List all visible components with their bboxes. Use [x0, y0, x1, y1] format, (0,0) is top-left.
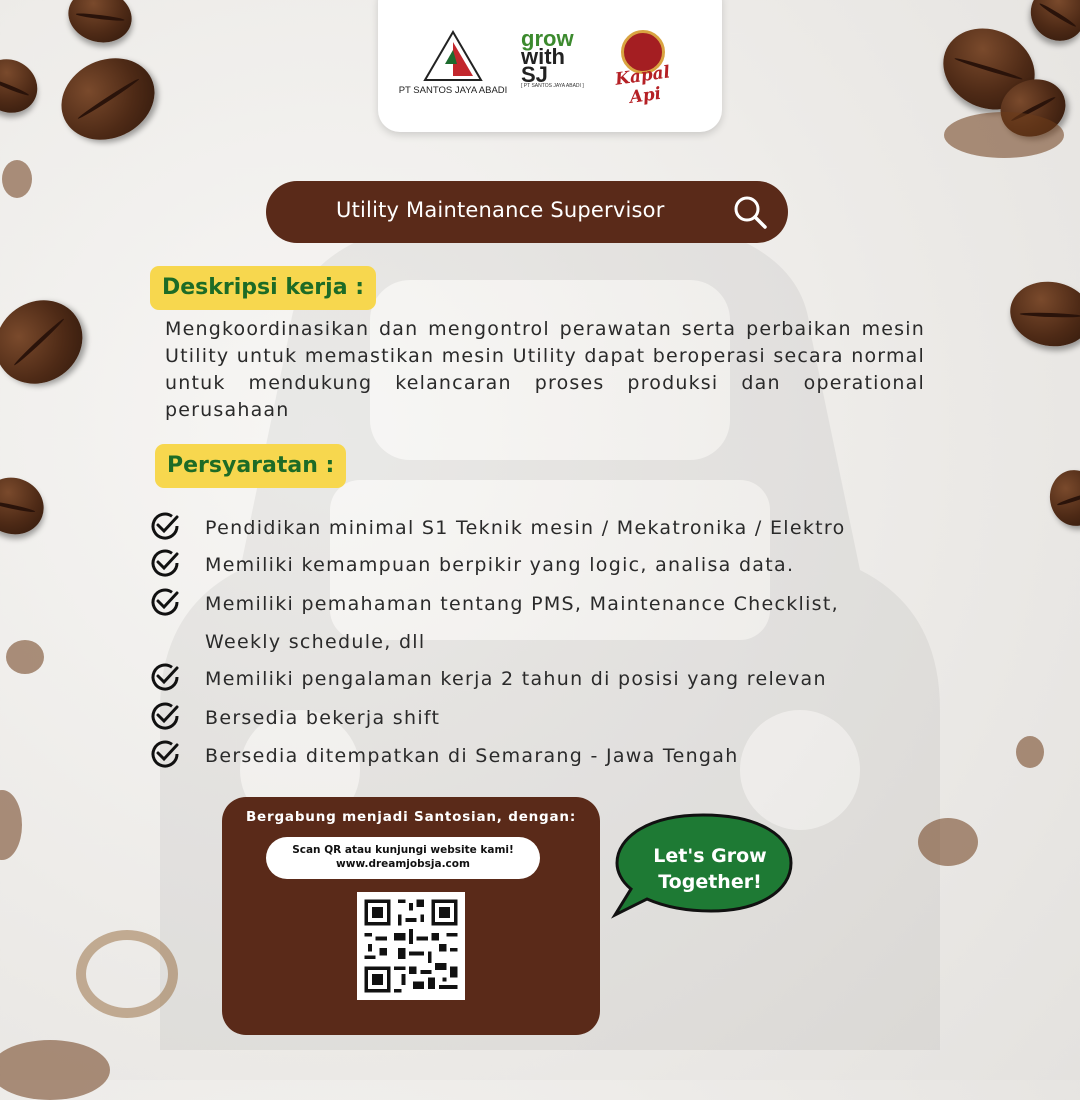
coffee-stain-decor	[2, 160, 32, 198]
job-title-banner	[266, 181, 788, 243]
coffee-bean-decor	[48, 43, 168, 154]
coffee-bean-decor	[1046, 466, 1080, 530]
coffee-stain-decor	[918, 818, 978, 866]
job-title: Utility Maintenance Supervisor	[336, 198, 665, 222]
coffee-ring-decor	[76, 930, 178, 1018]
join-card	[222, 797, 600, 1035]
grow-logo-sub: [ PT SANTOS JAYA ABADI ]	[521, 83, 584, 90]
requirement-text: Weekly schedule, dll	[205, 631, 426, 653]
logo-header	[378, 0, 722, 132]
grow-logo-line: with	[521, 44, 565, 70]
check-circle-icon	[148, 585, 182, 619]
bubble-line: Let's Grow	[653, 845, 767, 867]
coffee-stain-decor	[0, 1040, 110, 1100]
requirement-text: Memiliki pengalaman kerja 2 tahun di posisi yang relevan	[205, 668, 827, 690]
requirement-text: Pendidikan minimal S1 Teknik mesin / Mekatronika / Elektro	[205, 517, 846, 539]
grow-logo-line: grow	[521, 26, 574, 51]
coffee-stain-decor	[6, 640, 44, 674]
check-circle-icon	[148, 699, 182, 733]
description-label: Deskripsi kerja :	[150, 266, 376, 310]
search-icon	[732, 194, 768, 230]
company-logo	[398, 30, 508, 96]
check-circle-icon	[148, 546, 182, 580]
grow-logo-line: SJ	[521, 62, 548, 88]
grow-with-sj-logo	[521, 26, 593, 102]
coffee-stain-decor	[0, 790, 22, 860]
requirement-text: Memiliki pemahaman tentang PMS, Maintenance Checklist,	[205, 593, 839, 615]
coffee-bean-decor	[0, 469, 52, 543]
qr-code[interactable]	[357, 892, 465, 1000]
coffee-bean-decor	[0, 49, 47, 123]
cta-text: Scan QR atau kunjungi website kami!	[292, 844, 514, 856]
website-url: www.dreamjobsja.com	[336, 858, 470, 870]
join-heading: Bergabung menjadi Santosian, dengan:	[245, 809, 577, 825]
kapal-api-logo	[601, 30, 687, 109]
triangle-logo-icon	[423, 30, 483, 82]
bubble-line: Together!	[658, 871, 762, 893]
requirement-text: Bersedia bekerja shift	[205, 707, 441, 729]
coffee-bean-decor	[1020, 0, 1080, 52]
website-link[interactable]	[266, 837, 540, 879]
check-circle-icon	[148, 737, 182, 771]
company-logo-text: PT SANTOS JAYA ABADI	[398, 85, 508, 96]
coffee-bean-decor	[1005, 275, 1080, 352]
check-circle-icon	[148, 660, 182, 694]
coffee-stain-decor	[1016, 736, 1044, 768]
requirement-text: Bersedia ditempatkan di Semarang - Jawa Tengah	[205, 745, 739, 767]
requirements-label: Persyaratan :	[155, 444, 346, 488]
kapal-api-wordmark: Kapal Api	[613, 62, 672, 109]
coffee-stain-decor	[944, 112, 1064, 158]
coffee-bean-decor	[0, 283, 99, 400]
bubble-text	[632, 843, 788, 895]
coffee-bean-decor	[62, 0, 137, 49]
job-description: Mengkoordinasikan dan mengontrol perawatan serta perbaikan mesin Utility untuk memastikan mesin Utility dapat beroperasi secara normal untuk mendukung kelancaran proses produksi dan operational perusahaan	[165, 318, 925, 421]
check-circle-icon	[148, 509, 182, 543]
requirement-text: Memiliki kemampuan berpikir yang logic, analisa data.	[205, 554, 795, 576]
